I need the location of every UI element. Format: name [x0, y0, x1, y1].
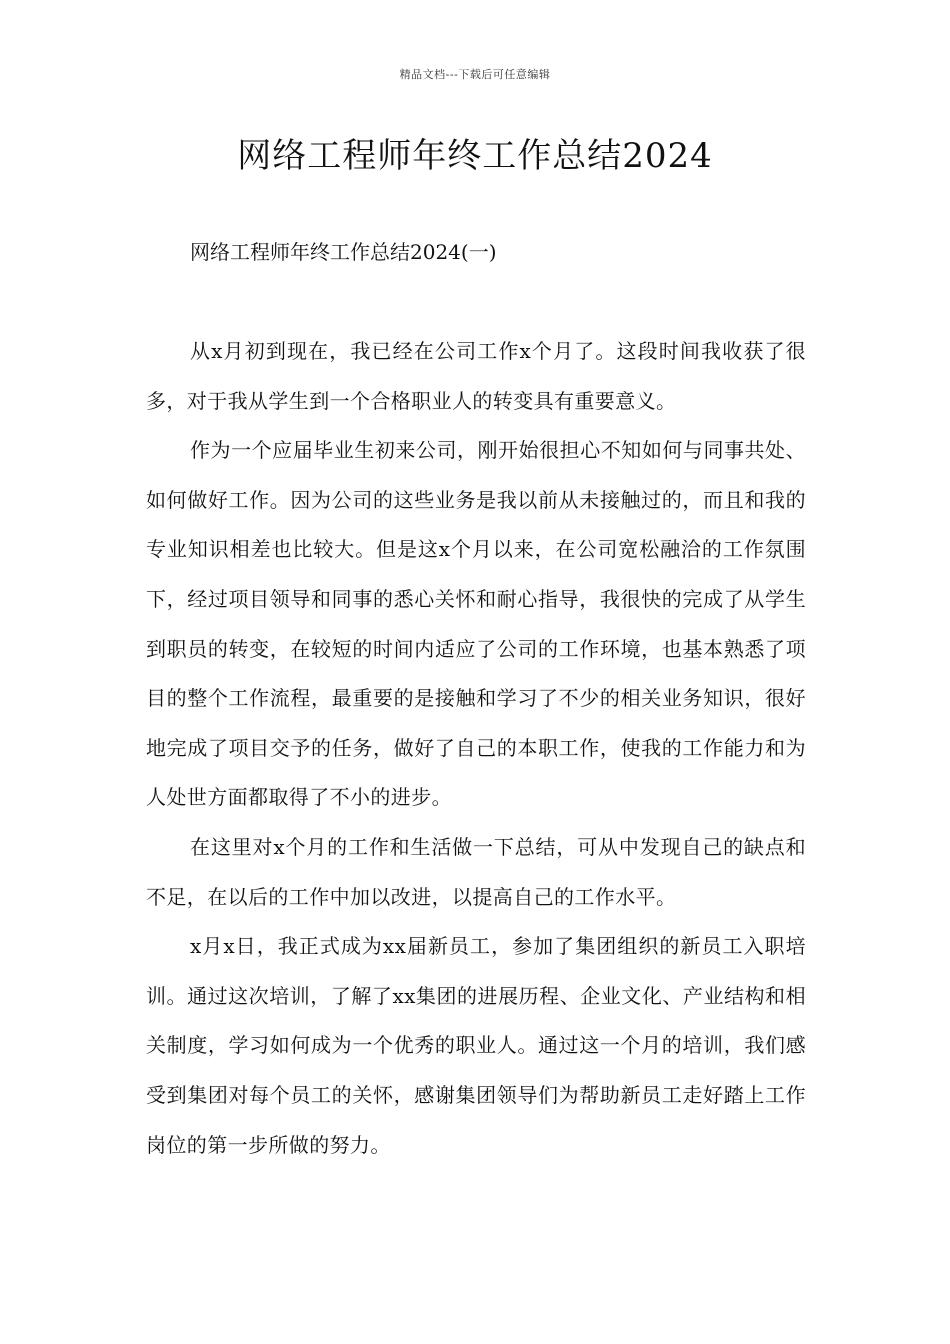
document-body [146, 327, 806, 1170]
paragraph: 在这里对x个月的工作和生活做一下总结，可从中发现自己的缺点和不足，在以后的工作中加以改进，以提高自己的工作水平。 [146, 834, 806, 909]
document-title: 网络工程师年终工作总结2024 [237, 136, 713, 176]
document-subtitle: 网络工程师年终工作总结2024(一) [190, 240, 497, 264]
header-note: 精品文档---下载后可任意编辑 [399, 68, 551, 81]
paragraph: 作为一个应届毕业生初来公司，刚开始很担心不知如何与同事共处、如何做好工作。因为公司的这些业务是我以前从未接触过的，而且和我的专业知识相差也比较大。但是这x个月以来，在公司宽松融洽的工作氛围下，经过项目领导和同事的悉心关怀和耐心指导，我很快的完成了从学生到职员的转变，在较短的时间内适应了公司的工作环境，也基本熟悉了项目的整个工作流程，最重要的是接触和学习了不少的相关业务知识，很好地完成了项目交予的任务，做好了自己的本职工作，使我的工作能力和为人处世方面都取得了不小的进步。 [146, 438, 806, 810]
paragraph: x月x日，我正式成为xx届新员工，参加了集团组织的新员工入职培训。通过这次培训，了解了xx集团的进展历程、企业文化、产业结构和相关制度，学习如何成为一个优秀的职业人。通过这一个月的培训，我们感受到集团对每个员工的关怀，感谢集团领导们为帮助新员工走好踏上工作岗位的第一步所做的努力。 [146, 934, 806, 1157]
paragraph: 从x月初到现在，我已经在公司工作x个月了。这段时间我收获了很多，对于我从学生到一个合格职业人的转变具有重要意义。 [146, 339, 806, 413]
